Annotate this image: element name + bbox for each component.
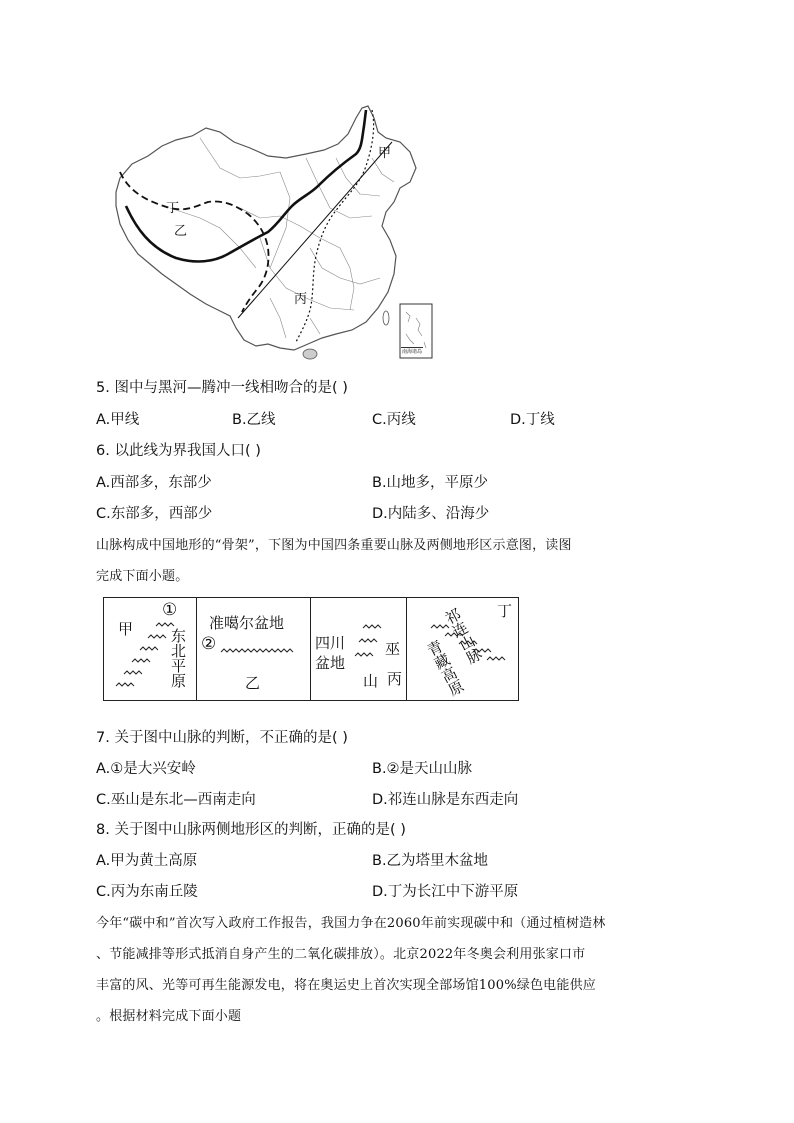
mountain-diagram — [103, 597, 519, 703]
question-8-option-b[interactable]: B.乙为塔里木盆地 — [372, 853, 489, 869]
line-yi — [126, 110, 366, 261]
cell1-number: ① — [162, 600, 178, 620]
question-7-option-a[interactable]: A.①是大兴安岭 — [96, 761, 196, 777]
map-label-ding: 丁 — [166, 201, 180, 216]
cell1-label-jia: 甲 — [118, 620, 134, 638]
cell2-junggar-basin: 准噶尔盆地 — [209, 614, 285, 632]
question-7-stem: 7. 关于图中山脉的判断，不正确的是( ) — [96, 730, 348, 746]
material-1-line-2: 完成下面小题。 — [96, 569, 189, 584]
mountain-cell-1 — [103, 597, 197, 701]
china-map — [110, 98, 440, 368]
question-5-stem: 5. 图中与黑河—腾冲一线相吻合的是( ) — [96, 380, 348, 396]
material-2-line-3: 丰富的风、光等可再生能源发电，将在奥运史上首次实现全部场馆100%绿色电能供应 — [96, 978, 596, 993]
question-5-option-c[interactable]: C.丙线 — [372, 412, 416, 428]
china-map-figure — [110, 98, 440, 368]
map-label-bing: 丙 — [294, 292, 308, 307]
question-6-option-c[interactable]: C.东部多，西部少 — [96, 506, 213, 522]
mountain-cell-4 — [406, 597, 519, 701]
question-8-stem: 8. 关于图中山脉两侧地形区的判断，正确的是( ) — [96, 822, 406, 838]
hainan-island — [303, 349, 317, 359]
cell4-qinghai-tibet-plateau: 青藏高原 — [422, 637, 468, 699]
cell3-label-bing: 丙 — [387, 670, 403, 688]
question-7-option-d[interactable]: D.祁连山脉是东西走向 — [372, 792, 519, 808]
line-ding — [120, 172, 269, 312]
cell3-sichuan: 四川 — [315, 634, 346, 652]
inset-caption: 南海诸岛 — [402, 349, 423, 355]
map-label-jia: 甲 — [378, 146, 392, 161]
cell2-number: ② — [201, 634, 217, 654]
cell4-label-ding: 丁 — [497, 602, 513, 620]
mountain-cell-3 — [310, 597, 407, 701]
cell3-basin: 盆地 — [315, 654, 346, 672]
question-7-option-c[interactable]: C.巫山是东北—西南走向 — [96, 792, 256, 808]
question-8-option-c[interactable]: C.丙为东南丘陵 — [96, 884, 198, 900]
cell1-northeast-plain: 东北平原 — [169, 628, 187, 688]
question-6-option-b[interactable]: B.山地多，平原少 — [372, 475, 489, 491]
question-5-option-b[interactable]: B.乙线 — [232, 412, 276, 428]
taiwan-island — [383, 311, 389, 325]
question-5-option-a[interactable]: A.甲线 — [96, 412, 140, 428]
question-5-option-d[interactable]: D.丁线 — [510, 412, 555, 428]
cell3-wu: 巫 — [385, 640, 401, 658]
question-7-option-b[interactable]: B.②是天山山脉 — [372, 761, 473, 777]
china-outline — [116, 106, 416, 350]
question-8-option-a[interactable]: A.甲为黄土高原 — [96, 853, 198, 869]
material-1-line-1: 山脉构成中国地形的“骨架”，下图为中国四条重要山脉及两侧地形区示意图，读图 — [96, 538, 572, 553]
question-6-stem: 6. 以此线为界我国人口( ) — [96, 443, 261, 459]
mountain-cell-2 — [196, 597, 311, 701]
map-label-yi: 乙 — [174, 224, 188, 239]
province-boundaries — [170, 138, 394, 338]
question-8-option-d[interactable]: D.丁为长江中下游平原 — [372, 884, 519, 900]
cell4-qilian-mountains: 祁连山脉 — [440, 605, 486, 667]
material-2-line-4: 。根据材料完成下面小题 — [96, 1009, 242, 1024]
cell3-shan: 山 — [363, 672, 379, 690]
material-2-line-2: 、节能减排等形式抵消自身产生的二氧化碳排放）。北京2022年冬奥会利用张家口市 — [96, 947, 586, 962]
question-6-option-a[interactable]: A.西部多，东部少 — [96, 475, 212, 491]
material-2-line-1: 今年“碳中和”首次写入政府工作报告，我国力争在2060年前实现碳中和（通过植树造林 — [96, 916, 606, 931]
question-6-option-d[interactable]: D.内陆多、沿海少 — [372, 506, 490, 522]
cell2-label-yi: 乙 — [245, 674, 261, 692]
